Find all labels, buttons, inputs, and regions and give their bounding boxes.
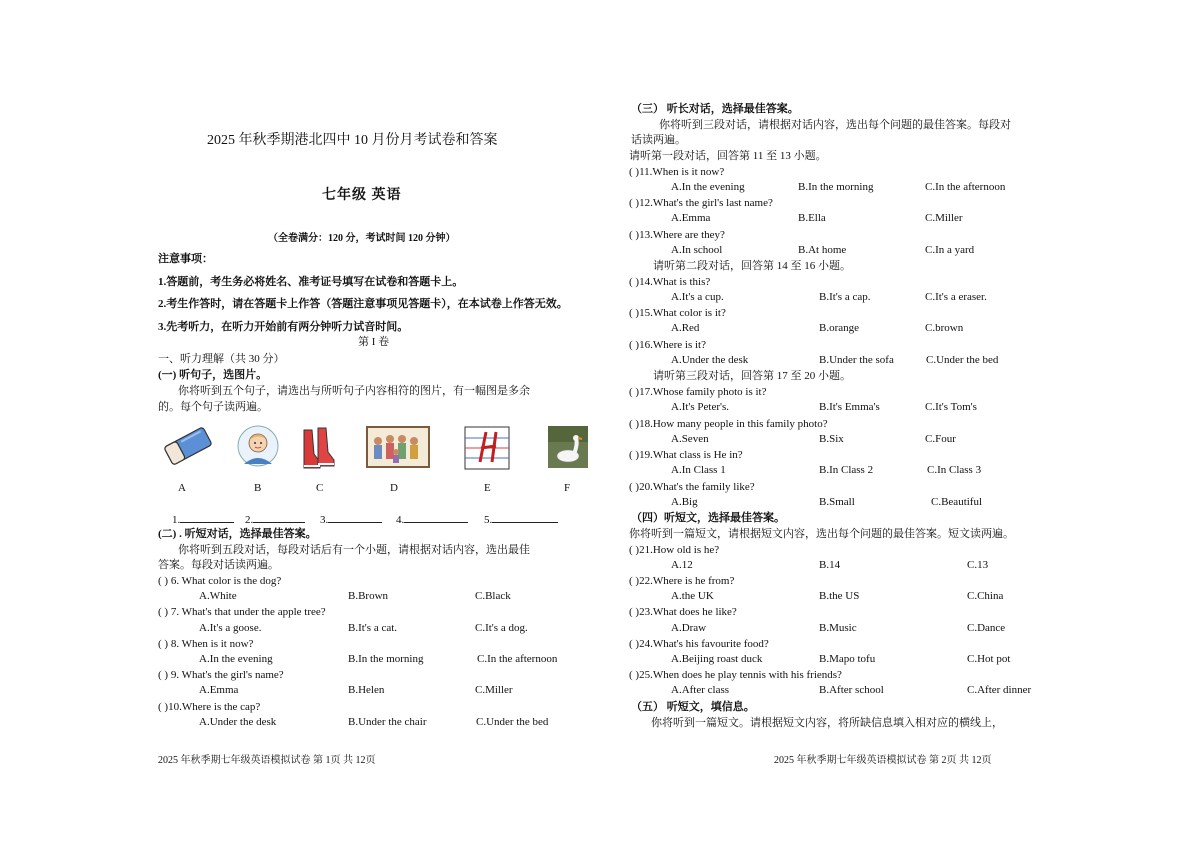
q12-option-c: C.Miller	[925, 212, 963, 224]
answer-blank-1[interactable]: 1.	[172, 512, 234, 527]
q16-option-b: B.Under the sofa	[819, 354, 894, 366]
question-11: ( )11.When is it now?	[629, 166, 725, 178]
question-25: ( )25.When does he play tennis with his friends?	[629, 669, 842, 681]
q23-option-c: C.Dance	[967, 622, 1006, 634]
picture-label-e: E	[484, 482, 491, 494]
q7-option-c: C.It's a dog.	[475, 622, 528, 634]
q8-option-c: C.In the afternoon	[477, 653, 558, 665]
left-footer: 2025 年秋季期七年级英语模拟试卷 第 1页 共 12页	[158, 755, 376, 766]
note-3: 3.先考听力，在听力开始前有两分钟听力试音时间。	[158, 321, 409, 333]
conversation-2-intro: 请听第二段对话，回答第 14 至 16 小题。	[653, 260, 851, 272]
score-note: （全卷满分：120 分，考试时间 120 分钟）	[268, 233, 456, 244]
q16-option-a: A.Under the desk	[671, 354, 749, 366]
q21-option-a: A.12	[671, 559, 693, 571]
part-3-instruction: 你将听到三段对话，请根据对话内容，选出每个问题的最佳答案。每段对	[659, 119, 1011, 131]
q21-option-b: B.14	[819, 559, 841, 571]
shoes-icon	[300, 424, 336, 470]
part-2-title: (二) . 听短对话，选择最佳答案。	[158, 528, 317, 540]
q25-option-c: C.After dinner	[967, 684, 1032, 696]
question-17: ( )17.Whose family photo is it?	[629, 386, 767, 398]
q17-option-a: A.It's Peter's.	[671, 401, 730, 413]
note-1: 1.答题前，考生务必将姓名、准考证号填写在试卷和答题卡上。	[158, 276, 464, 288]
q19-option-c: C.In Class 3	[927, 464, 982, 476]
question-7: ( ) 7. What's that under the apple tree?	[158, 606, 326, 618]
question-10: ( )10.Where is the cap?	[158, 701, 261, 713]
q25-option-a: A.After class	[671, 684, 730, 696]
q15-option-a: A.Red	[671, 322, 700, 334]
q18-option-b: B.Six	[819, 433, 844, 445]
question-14: ( )14.What is this?	[629, 276, 711, 288]
question-20: ( )20.What's the family like?	[629, 481, 755, 493]
q11-option-b: B.In the morning	[798, 181, 874, 193]
part-4-instruction: 你将听到一篇短文，请根据短文内容，选出每个问题的最佳答案。短文读两遍。	[629, 528, 1014, 540]
q8-option-a: A.In the evening	[199, 653, 273, 665]
q24-option-b: B.Mapo tofu	[819, 653, 876, 665]
q8-option-b: B.In the morning	[348, 653, 424, 665]
part-2-instruction: 你将听到五段对话，每段对话后有一个小题，请根据对话内容，选出最佳	[178, 544, 530, 556]
q10-option-c: C.Under the bed	[476, 716, 549, 728]
part-1-instruction: 你将听到五个句子，请选出与所听句子内容相符的图片，有一幅图是多余	[178, 385, 530, 397]
question-21: ( )21.How old is he?	[629, 544, 720, 556]
q16-option-c: C.Under the bed	[926, 354, 999, 366]
q13-option-b: B.At home	[798, 244, 847, 256]
question-15: ( )15.What color is it?	[629, 307, 726, 319]
picture-label-c: C	[316, 482, 324, 494]
part-3-instruction-cont: 话读两遍。	[631, 134, 686, 146]
part-5-instruction: 你将听到一篇短文。请根据短文内容，将所缺信息填入相对应的横线上，	[651, 717, 1003, 729]
q7-option-b: B.It's a cat.	[348, 622, 398, 634]
q14-option-c: C.It's a eraser.	[925, 291, 987, 303]
q9-option-c: C.Miller	[475, 684, 513, 696]
question-22: ( )22.Where is he from?	[629, 575, 735, 587]
question-23: ( )23.What does he like?	[629, 606, 737, 618]
question-12: ( )12.What's the girl's last name?	[629, 197, 773, 209]
q21-option-c: C.13	[967, 559, 989, 571]
picture-label-a: A	[178, 482, 186, 494]
q12-option-b: B.Ella	[798, 212, 826, 224]
picture-label-d: D	[390, 482, 398, 494]
q18-option-a: A.Seven	[671, 433, 709, 445]
q17-option-b: B.It's Emma's	[819, 401, 880, 413]
q11-option-c: C.In the afternoon	[925, 181, 1006, 193]
picture-label-b: B	[254, 482, 262, 494]
section-1-heading: 一、听力理解（共 30 分）	[158, 353, 285, 365]
q24-option-c: C.Hot pot	[967, 653, 1011, 665]
note-2: 2.考生作答时，请在答题卡上作答（答题注意事项见答题卡），在本试卷上作答无效。	[158, 298, 568, 310]
question-16: ( )16.Where is it?	[629, 339, 706, 351]
conversation-1-intro: 请听第一段对话，回答第 11 至 13 小题。	[629, 150, 827, 162]
part-1-title: (一) 听句子，选图片。	[158, 369, 268, 381]
eraser-icon	[160, 424, 216, 468]
notes-header: 注意事项：	[158, 253, 213, 265]
part-4-title: （四）听短文，选择最佳答案。	[631, 512, 785, 524]
right-footer: 2025 年秋季期七年级英语模拟试卷 第 2页 共 12页	[774, 755, 992, 766]
q19-option-b: B.In Class 2	[819, 464, 874, 476]
q11-option-a: A.In the evening	[671, 181, 745, 193]
goose-icon	[548, 426, 588, 468]
q24-option-a: A.Beijing roast duck	[671, 653, 763, 665]
question-6: ( ) 6. What color is the dog?	[158, 575, 282, 587]
q22-option-c: C.China	[967, 590, 1004, 602]
q17-option-c: C.It's Tom's	[925, 401, 977, 413]
question-13: ( )13.Where are they?	[629, 229, 725, 241]
question-24: ( )24.What's his favourite food?	[629, 638, 769, 650]
q10-option-b: B.Under the chair	[348, 716, 427, 728]
q14-option-b: B.It's a cap.	[819, 291, 871, 303]
letter-h-icon	[464, 426, 510, 470]
part-1-instruction-cont: 的。每个句子读两遍。	[158, 401, 268, 413]
q20-option-c: C.Beautiful	[931, 496, 983, 508]
q18-option-c: C.Four	[925, 433, 956, 445]
question-9: ( ) 9. What's the girl's name?	[158, 669, 284, 681]
q15-option-b: B.orange	[819, 322, 860, 334]
q20-option-b: B.Small	[819, 496, 855, 508]
q20-option-a: A.Big	[671, 496, 698, 508]
answer-blank-5[interactable]: 5.	[484, 512, 558, 527]
q6-option-a: A.White	[199, 590, 237, 602]
part-5-title: （五） 听短文，填信息。	[631, 701, 755, 713]
conversation-3-intro: 请听第三段对话，回答第 17 至 20 小题。	[653, 370, 851, 382]
question-18: ( )18.How many people in this family photo?	[629, 418, 828, 430]
q7-option-a: A.It's a goose.	[199, 622, 262, 634]
q9-option-a: A.Emma	[199, 684, 239, 696]
q6-option-b: B.Brown	[348, 590, 389, 602]
q22-option-b: B.the US	[819, 590, 860, 602]
question-8: ( ) 8. When is it now?	[158, 638, 254, 650]
q15-option-c: C.brown	[925, 322, 964, 334]
volume-label: 第 I 卷	[358, 336, 390, 348]
part-3-title: （三） 听长对话，选择最佳答案。	[631, 103, 799, 115]
question-19: ( )19.What class is He in?	[629, 449, 743, 461]
family-photo-icon	[366, 426, 430, 468]
q23-option-b: B.Music	[819, 622, 857, 634]
q13-option-c: C.In a yard	[925, 244, 975, 256]
q13-option-a: A.In school	[671, 244, 723, 256]
q9-option-b: B.Helen	[348, 684, 385, 696]
q23-option-a: A.Draw	[671, 622, 707, 634]
q6-option-c: C.Black	[475, 590, 511, 602]
q10-option-a: A.Under the desk	[199, 716, 277, 728]
q19-option-a: A.In Class 1	[671, 464, 726, 476]
exam-subtitle: 七年级 英语	[322, 188, 402, 203]
boy-icon	[236, 424, 280, 468]
exam-title: 2025 年秋季期港北四中 10 月份月考试卷和答案	[207, 133, 498, 148]
q14-option-a: A.It's a cup.	[671, 291, 724, 303]
picture-label-f: F	[564, 482, 571, 494]
q12-option-a: A.Emma	[671, 212, 711, 224]
answer-blank-4[interactable]: 4.	[396, 512, 468, 527]
answer-blank-3[interactable]: 3.	[320, 512, 382, 527]
answer-blank-2[interactable]: 2.	[245, 512, 305, 527]
part-2-instruction-cont: 答案。每段对话读两遍。	[158, 559, 279, 571]
q22-option-a: A.the UK	[671, 590, 714, 602]
q25-option-b: B.After school	[819, 684, 884, 696]
